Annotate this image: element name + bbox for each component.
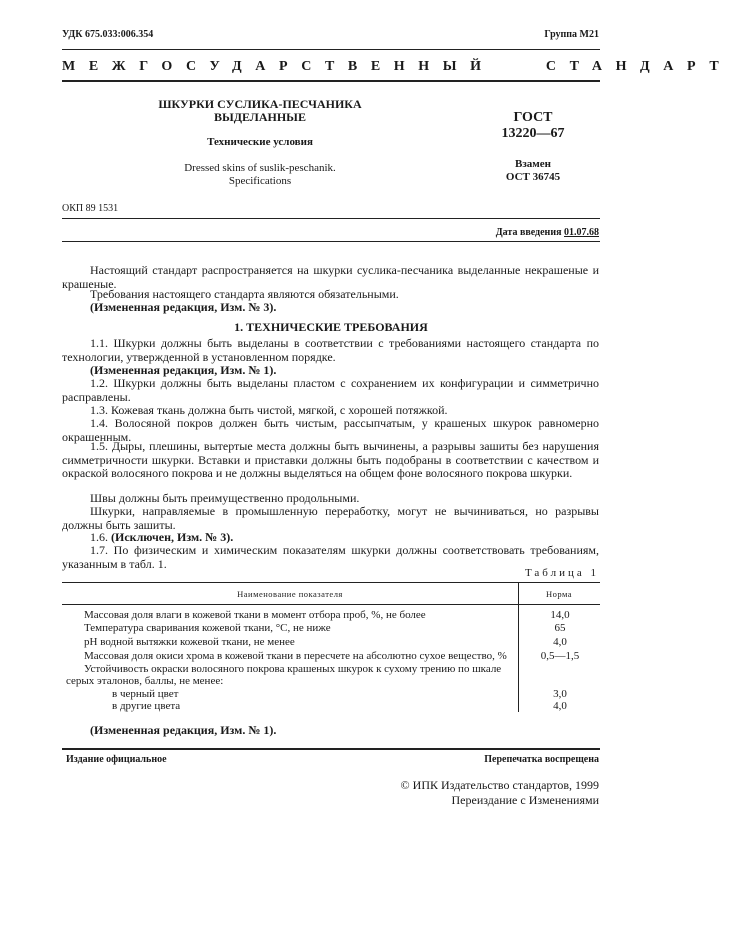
color-fastness-line1: Устойчивость окраски волосяного покрова крашеных шкурок к сухому трению по шкале <box>84 663 502 675</box>
seams-paragraph: Швы должны быть преимущественно продольными. <box>90 491 360 505</box>
replaces-value: ОСТ 36745 <box>505 171 561 183</box>
header-rule <box>62 49 600 50</box>
table-row-name: Температура сваривания кожевой ткани, °С, не ниже <box>84 622 331 634</box>
amendment-note-3: (Измененная редакция, Изм. № 3). <box>90 300 277 314</box>
official-edition: Издание официальное <box>66 754 167 765</box>
footer-rule <box>62 748 600 750</box>
table-caption: Таблица 1 <box>524 567 599 579</box>
intro-date <box>496 227 599 238</box>
sub-other-value: 4,0 <box>553 700 567 712</box>
table-row-value: 14,0 <box>550 609 570 621</box>
clause-1-5: 1.5. Дыры, плешины, вытертые места должны быть вычинены, а разрывы зашиты без нарушения симметричности шкурки. Вставки и приставки должны быть подобраны в соответствии с качеством и окраской волосяного покрова и не должны выделяться на общем фоне волосяного покрова шкурки. <box>62 439 599 480</box>
reissue-note: Переиздание с Изменениями <box>451 793 599 807</box>
date-rule <box>62 241 600 242</box>
okp-rule <box>62 218 600 219</box>
gost-designation <box>478 110 588 142</box>
table-row-value: 65 <box>554 622 566 634</box>
table-row-value: 4,0 <box>553 636 567 648</box>
clause-1-1: 1.1. Шкурки должны быть выделаны в соответствии с требованиями настоящего стандарта по технологии, утвержденной в установленном порядке. <box>62 336 599 364</box>
title-ru-line2: ВЫДЕЛАННЫЕ <box>214 110 306 124</box>
clause-1-3: 1.3. Кожевая ткань должна быть чистой, мягкой, с хорошей потяжкой. <box>90 403 448 417</box>
amendment-note-1: (Измененная редакция, Изм. № 1). <box>90 723 277 737</box>
table-row-name: pH водной вытяжки кожевой ткани, не менее <box>84 636 295 648</box>
title-ru <box>120 98 400 124</box>
table-header-name: Наименование показателя <box>237 589 343 599</box>
industry-paragraph: Шкурки, направляемые в промышленную переработку, могут не вычиниваться, но разрывы должны быть зашиты. <box>62 504 599 532</box>
clause-1-6-number: 1.6. <box>90 530 108 544</box>
subtitle: Технические условия <box>207 136 313 148</box>
title-en-line1: Dressed skins of suslik-peschanik. <box>184 162 336 174</box>
sub-black-value: 3,0 <box>553 688 567 700</box>
clause-1-6-excluded: (Исключен, Изм. № 3). <box>111 530 234 544</box>
udk-code: УДК 675.033:006.354 <box>62 29 154 40</box>
clause-1-4: 1.4. Волосяной покров должен быть чистым, рассыпчатым, у крашеных шкурок равномерно окрашенным. <box>62 416 599 444</box>
banner-rule <box>62 80 600 82</box>
table-header-norm: Норма <box>545 589 573 599</box>
group-code: Группа М21 <box>544 29 599 40</box>
table-header-rule <box>62 604 600 605</box>
intro-paragraph: Настоящий стандарт распространяется на шкурки суслика-песчаника выделанные некрашеные и крашеные. <box>62 263 599 291</box>
clause-1-2: 1.2. Шкурки должны быть выделаны пластом с сохранением их конфигурации и симметрично расправлены. <box>62 376 599 404</box>
title-en <box>120 162 400 188</box>
color-fastness-line2: серых эталонов, баллы, не менее: <box>66 675 224 687</box>
clause-1-7: 1.7. По физическим и химическим показателям шкурки должны соответствовать требованиям, указанным в табл. 1. <box>62 543 599 571</box>
gost-number: 13220—67 <box>501 126 565 141</box>
okp-code: ОКП 89 1531 <box>62 203 119 214</box>
gost-label: ГОСТ <box>513 110 553 125</box>
sub-other-colors: в другие цвета <box>112 700 181 712</box>
section-title: 1. ТЕХНИЧЕСКИЕ ТРЕБОВАНИЯ <box>234 320 428 334</box>
reprint-prohibited: Перепечатка воспрещена <box>484 754 599 765</box>
table-column-divider <box>518 582 519 712</box>
mandatory-paragraph: Требования настоящего стандарта являются обязательными. <box>90 287 399 301</box>
replaces-label: Взамен <box>515 158 551 170</box>
table-row-name: Массовая доля окиси хрома в кожевой ткани в пересчете на абсолютно сухое вещество, % <box>84 650 507 662</box>
clause-1-1-note: (Измененная редакция, Изм. № 1). <box>90 363 277 377</box>
replaces-block <box>478 158 588 184</box>
interstate-standard-banner: МЕЖГОСУДАРСТВЕННЫЙ СТАНДАРТ <box>62 59 732 74</box>
table-row-value: 0,5—1,5 <box>540 650 580 662</box>
copyright: © ИПК Издательство стандартов, 1999 <box>400 778 599 792</box>
intro-date-label: Дата введения <box>495 227 562 238</box>
table-top-rule <box>62 582 600 583</box>
table-row-name: Массовая доля влаги в кожевой ткани в момент отбора проб, %, не более <box>84 609 426 621</box>
sub-black-color: в черный цвет <box>112 688 179 700</box>
intro-date-value: 01.07.68 <box>564 227 599 238</box>
title-en-line2: Specifications <box>228 175 292 187</box>
title-ru-line1: ШКУРКИ СУСЛИКА-ПЕСЧАНИКА <box>158 97 362 111</box>
